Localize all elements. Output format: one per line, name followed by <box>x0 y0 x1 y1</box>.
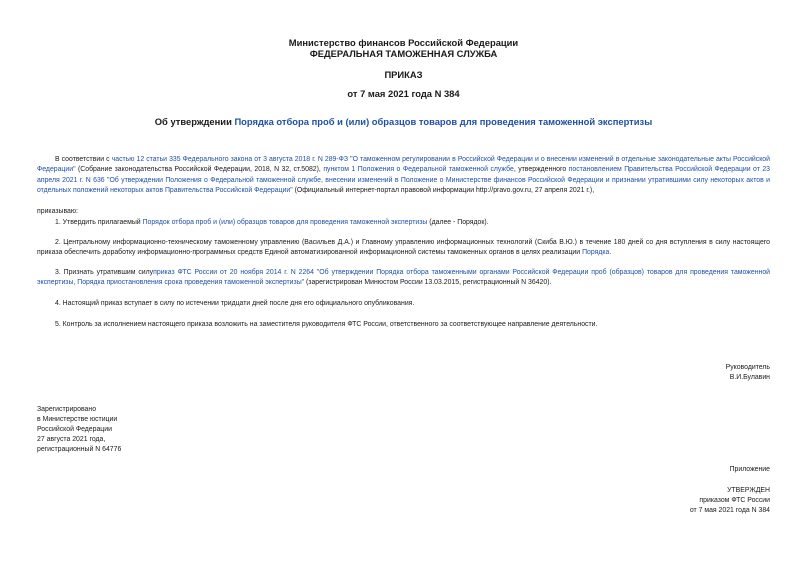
procedure-link[interactable]: Порядок отбора проб и (или) образцов товаров для проведения таможенной экспертизы <box>142 219 428 226</box>
date-number-heading: от 7 мая 2021 года N 384 <box>347 88 460 99</box>
registration-line-1: Зарегистрировано <box>37 406 97 413</box>
registration-line-4: 27 августа 2021 года, <box>37 436 106 443</box>
registration-line-2: в Министерстве юстиции <box>37 416 118 423</box>
intro-text-1: В соответствии с <box>55 156 112 163</box>
item-3-text-1: 3. Признать утратившим силу <box>55 269 154 276</box>
registration-line-5: регистрационный N 64776 <box>37 446 122 453</box>
item-1 <box>37 218 770 228</box>
doc-type-heading: ПРИКАЗ <box>384 69 423 80</box>
signer-name: В.И.Булавин <box>729 374 770 381</box>
item-3 <box>37 268 770 289</box>
order-2264-link[interactable]: приказ ФТС России от 20 ноября 2014 г. N 2264 "Об утверждении Порядка отбора таможенными органами Российской Федерации проб (образцов) товаров для проведения таможенной экспертизы, Порядка приостановления срока проведения таможенной экспертизы" <box>37 269 770 287</box>
item-2-text-2: . <box>609 249 612 257</box>
document-title <box>0 116 807 127</box>
item-2-text-1: 2. Центральному информационно-техническому таможенному управлению (Васильев Д.А.) и Главному управлению информационных технологий (Скиба В.Ю.) в течение 180 дней со дня вступления в силу настоящего приказа обеспечить доработку информационно-программных средств Единой автоматизированной информационной системы таможенных органов в целях реализации <box>37 239 770 257</box>
title-prefix: Об утверждении <box>154 116 235 127</box>
item-5: 5. Контроль за исполнением настоящего приказа возложить на заместителя руководителя ФТС России, ответственного за соответствующее направление деятельности. <box>55 321 598 328</box>
procedure-short-link[interactable]: Порядка <box>582 249 610 257</box>
intro-text-4: (Официальный интернет-портал правовой информации http://pravo.gov.ru, 27 апреля 2021 г.), <box>292 187 595 195</box>
approved-by-order: приказом ФТС России <box>699 497 770 504</box>
signer-position: Руководитель <box>725 364 770 371</box>
service-heading: ФЕДЕРАЛЬНАЯ ТАМОЖЕННАЯ СЛУЖБА <box>309 48 498 59</box>
law-289fz-link[interactable]: частью 12 статьи 335 Федерального закона от 3 августа 2018 г. N 289-ФЗ "О таможенном регулировании в Российской Федерации и о внесении изменений в отдельные законодательные акты Российской Федерации" <box>37 156 770 174</box>
approved-date-number: от 7 мая 2021 года N 384 <box>689 507 770 514</box>
approved-label: УТВЕРЖДЕН <box>727 487 770 494</box>
intro-text-3: , утвержденного <box>513 166 569 174</box>
appendix-label: Приложение <box>729 466 770 473</box>
item-1-text-1: 1. Утвердить прилагаемый <box>55 219 143 226</box>
item-2 <box>37 238 770 259</box>
government-decree-636-link[interactable]: постановлением Правительства Российской Федерации от 23 апреля 2021 г. N 636 "Об утверждении Положения о Федеральной таможенной службе, внесении изменений в Положение о Министерстве финансов Российской Федерации и признании утратившими силу некоторых актов и отдельных положений некоторых актов Правительства Российской Федерации" <box>37 166 771 195</box>
item-1-text-2: (далее - Порядок). <box>427 219 489 226</box>
item-3-text-2: (зарегистрирован Минюстом России 13.03.2015, регистрационный N 36420). <box>304 279 552 287</box>
order-word: приказываю: <box>37 208 78 215</box>
ministry-heading: Министерство финансов Российской Федерации <box>288 37 519 48</box>
intro-text-2: (Собрание законодательства Российской Федерации, 2018, N 32, ст.5082), <box>75 166 324 174</box>
item-4: 4. Настоящий приказ вступает в силу по истечении тридцати дней после дня его официального опубликования. <box>55 300 415 307</box>
intro-paragraph <box>37 155 770 197</box>
registration-line-3: Российской Федерации <box>37 426 112 433</box>
title-procedure-link[interactable]: Порядка отбора проб и (или) образцов товаров для проведения таможенной экспертизы <box>234 116 653 127</box>
fts-regulation-link[interactable]: пунктом 1 Положения о Федеральной таможенной службе <box>323 166 514 174</box>
